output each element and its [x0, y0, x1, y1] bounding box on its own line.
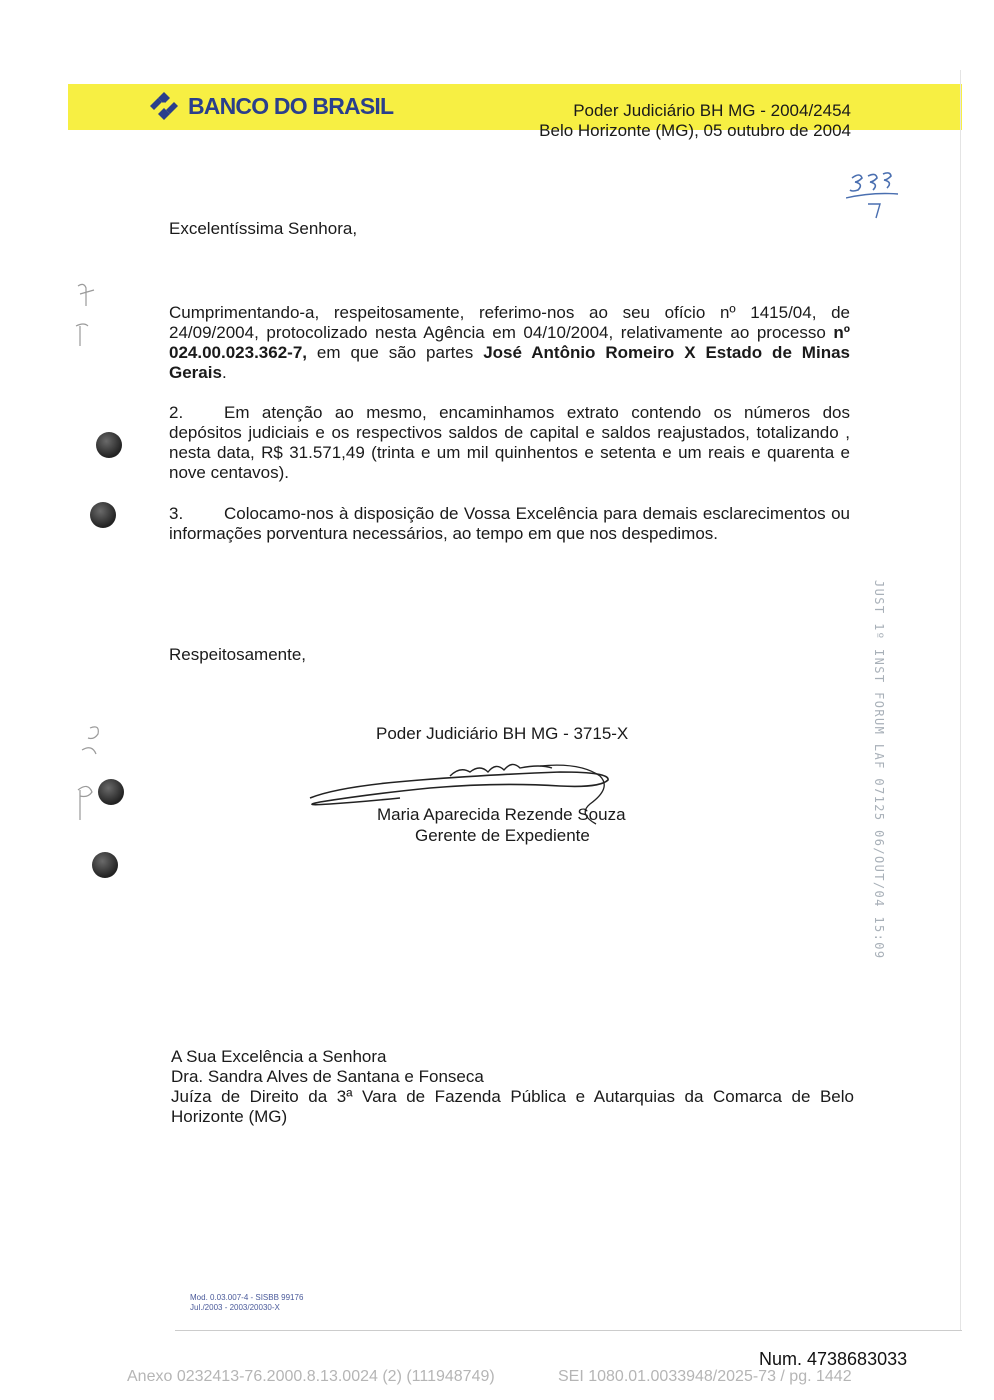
salutation: Excelentíssima Senhora,: [169, 219, 358, 238]
parties: José Antônio Romeiro X Estado de Minas Gerais: [169, 343, 850, 382]
paragraph-2-text: Em atenção ao mesmo, encaminhamos extrato contendo os números dos depósitos judiciais e os respectivos saldos de capital e saldos reajustados, totalizando , nesta data, R$ 31.571,49 (trinta e um mil quinhentos e setenta e um reais e quarenta e nove centavos).: [169, 403, 850, 482]
signatory-name: Maria Aparecida Rezende Souza: [377, 805, 626, 824]
form-code-line-1: Mod. 0.03.007-4 - SISBB 99176: [190, 1293, 304, 1302]
paragraph-2: [169, 403, 850, 483]
page-edge: [175, 1330, 962, 1331]
addressee-line-1: A Sua Excelência a Senhora: [171, 1047, 387, 1066]
sei-reference: SEI 1080.01.0033948/2025-73 / pg. 1442: [558, 1368, 852, 1385]
bank-logo-text: BANCO DO BRASIL: [188, 92, 394, 119]
signature-department: Poder Judiciário BH MG - 3715-X: [376, 724, 629, 743]
handwritten-page-number: [846, 168, 906, 220]
signatory-role: Gerente de Expediente: [415, 826, 590, 845]
header-date: Belo Horizonte (MG), 05 outubro de 2004: [539, 121, 851, 140]
page-edge: [960, 70, 961, 1330]
document-number: Num. 4738683033: [759, 1349, 908, 1369]
header-reference: Poder Judiciário BH MG - 2004/2454: [573, 101, 851, 120]
form-code-line-2: Jul./2003 - 2003/20030-X: [190, 1303, 280, 1312]
paragraph-1-text-2: em que são partes: [307, 343, 484, 362]
addressee-line-3: Juíza de Direito da 3ª Vara de Fazenda Pública e Autarquias da Comarca de Belo Horizonte (MG): [171, 1087, 854, 1126]
addressee-block: [171, 1047, 854, 1127]
paragraph-1: [169, 303, 850, 383]
pencil-margin-mark: [70, 720, 110, 830]
paragraph-1-text: Cumprimentando-a, respeitosamente, referimo-nos ao seu ofício nº 1415/04, de 24/09/2004, protocolizado nesta Agência em 04/10/2004, relativamente ao processo: [169, 303, 850, 342]
punch-hole: [92, 852, 118, 878]
closing: Respeitosamente,: [169, 645, 307, 664]
pencil-margin-mark: [70, 280, 110, 350]
paragraph-3-text: Colocamo-nos à disposição de Vossa Excelência para demais esclarecimentos ou informações porventura necessários, ao tempo em que nos despedimos.: [169, 504, 850, 543]
addressee-line-2: Dra. Sandra Alves de Santana e Fonseca: [171, 1067, 484, 1086]
paragraph-2-number: 2.: [169, 403, 184, 422]
paragraph-3: [169, 504, 850, 544]
punch-hole: [90, 502, 116, 528]
annex-reference: Anexo 0232413-76.2000.8.13.0024 (2) (111948749): [127, 1368, 495, 1385]
punch-hole: [96, 432, 122, 458]
bank-logo: [148, 92, 393, 120]
paragraph-1-end: .: [221, 363, 227, 382]
process-number: nº 024.00.023.362-7,: [169, 323, 850, 362]
form-code: [190, 1293, 303, 1313]
bank-logo-icon: [148, 92, 180, 120]
paragraph-3-number: 3.: [169, 504, 184, 523]
protocol-stamp: JUST 1º INST FORUM LAF 07125 06/OUT/04 15:09: [872, 580, 886, 960]
